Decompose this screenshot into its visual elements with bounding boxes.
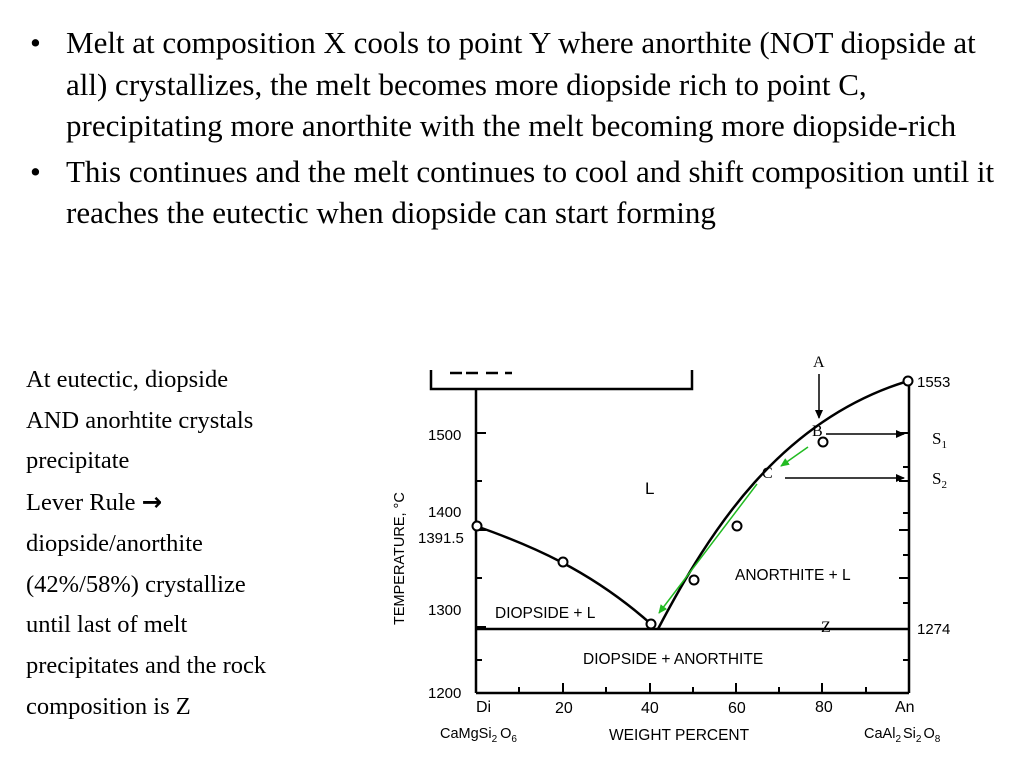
green-path-arrow-2 [659,484,757,613]
anorthite-liquidus-curve [658,381,908,629]
bottom-tick-marks [519,683,866,693]
x-tick-60: 60 [728,700,746,717]
left-tick-marks [476,433,486,660]
bullet-text-1: Melt at composition X cools to point Y where anorthite (NOT diopside at all) crystallizes, the melt becomes more diopside rich to point C, precipitating more anorthite with the melt becoming more diopside-rich [66,25,976,143]
anorthite-formula: CaAl$_2$ $Si_2$ $O_8$ [864,726,941,745]
x-tick-40: 40 [641,700,659,717]
bullet-text-2: This continues and the melt continues to cool and shift composition until it reaches the eutectic when diopside can start forming [66,153,995,230]
green-path-arrow-1 [781,447,808,466]
y-tick-1300: 1300 [428,602,462,619]
side-line-3: precipitate [26,447,130,475]
side-line-5: diopside/anorthite [26,529,203,557]
right-tick-1553: 1553 [917,374,951,391]
point-label-s2: $S_2$ [932,469,947,491]
region-anorthite-liquid: ANORTHITE + L [735,567,851,584]
bullet-dot: • [30,153,41,189]
y-tick-1391-5: 1391.5 [418,530,464,547]
x-tick-di: Di [476,699,492,716]
y-tick-1200: 1200 [428,685,462,702]
point-label-b: B [812,423,823,440]
x-tick-an: An [895,699,915,716]
data-point-circles [473,377,913,629]
lever-rule-label: Lever Rule [26,489,142,517]
point-label-a: A [813,354,825,371]
region-diopside-liquid: DIOPSIDE + L [495,605,596,622]
y-tick-1500: 1500 [428,427,462,444]
y-axis-title: TEMPERATURE, °C [392,492,408,625]
right-tick-marks [899,433,909,660]
right-tick-1274: 1274 [917,621,951,638]
y-tick-1400: 1400 [428,504,462,521]
point-label-z: Z [821,619,831,636]
point-label-c: C [762,465,773,482]
point-label-s1: $S_1$ [932,429,947,451]
side-line-1: At eutectic, diopside [26,366,229,393]
side-line-8: precipitates and the rock [26,651,267,679]
x-tick-20: 20 [555,700,573,717]
side-line-2: AND anorhtite crystals [26,406,254,434]
diopside-formula: CaMgSi$_2$ $O_6$ [440,726,517,745]
side-line-7: until last of melt [26,611,188,639]
bullet-dot: • [30,25,41,60]
side-line-9: composition is Z [26,692,191,720]
region-solid: DIOPSIDE + ANORTHITE [583,651,764,668]
region-liquid: L [645,479,655,498]
right-arrow-icon: → [141,487,163,517]
side-line-6: (42%/58%) crystallize [26,570,246,598]
x-axis-title: WEIGHT PERCENT [609,727,750,744]
x-tick-80: 80 [815,699,833,716]
